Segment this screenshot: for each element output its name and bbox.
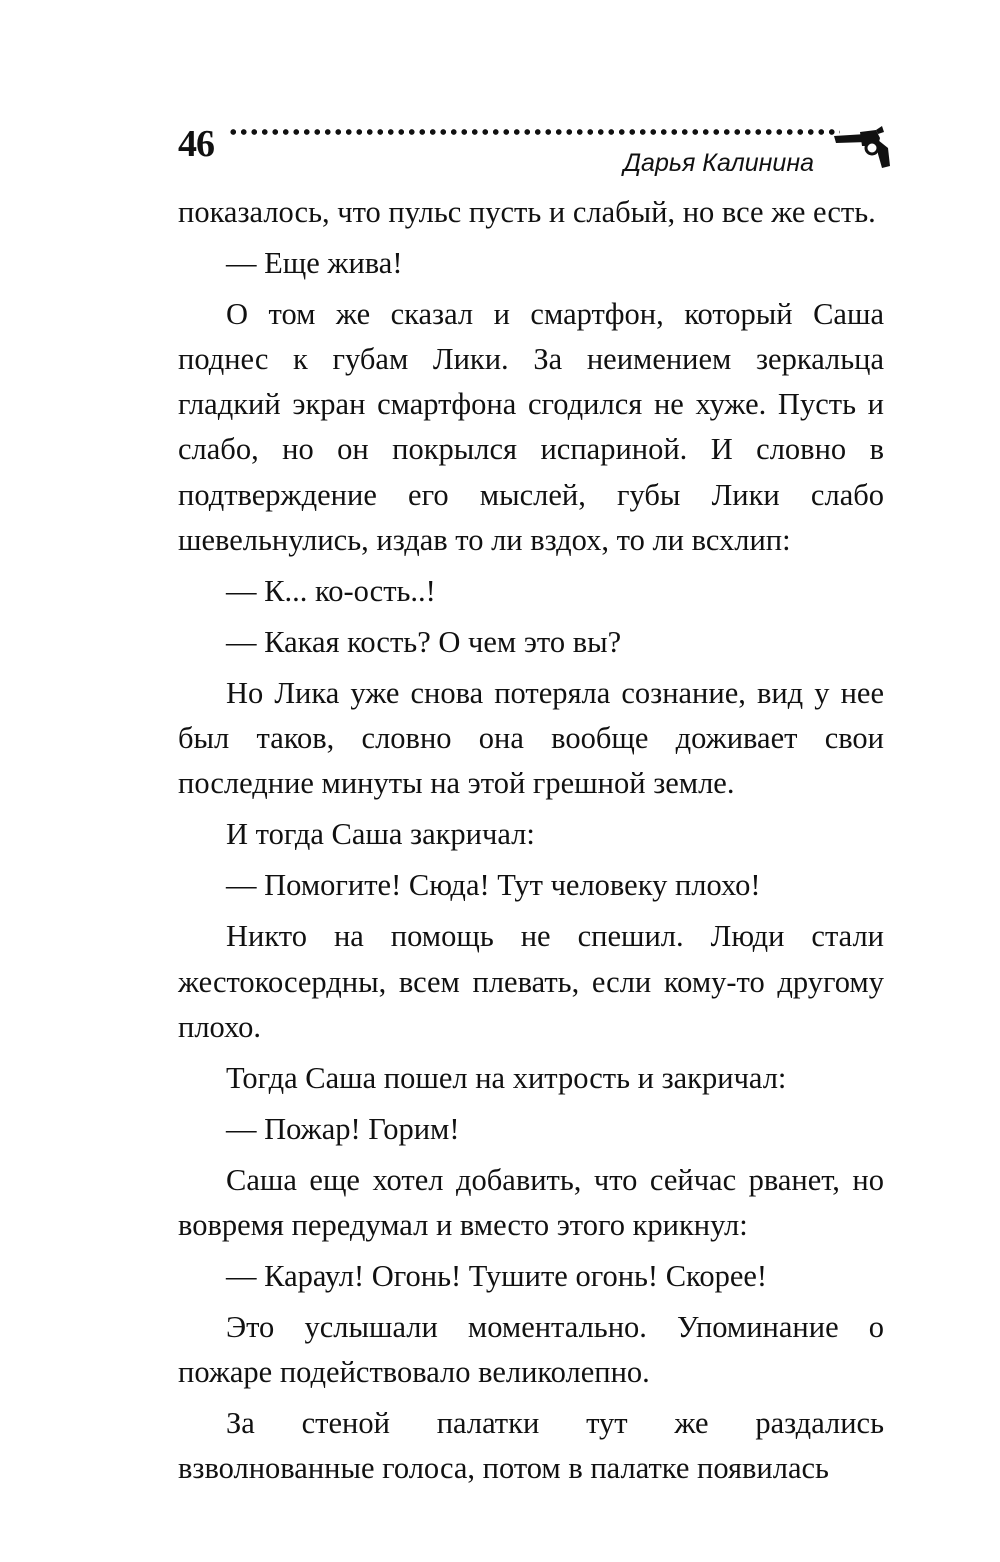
paragraph: За стеной палатки тут же раздались взволнованные голоса, потом в палатке появилась bbox=[178, 1406, 884, 1486]
running-header-author: Дарья Калинина bbox=[623, 149, 814, 177]
paragraph: О том же сказал и смартфон, который Саша поднес к губам Лики. За неимением зеркальца гладкий экран смартфона сгодился не хуже. Пусть и слабо, но он покрылся испариной. И словно в подтверждение его мыслей, губы Лики слабо шевельнулись, издав то ли вздох, то ли всхлип: bbox=[178, 297, 884, 557]
body-text bbox=[178, 190, 884, 1492]
dialogue-line: — Какая кость? О чем это вы? bbox=[226, 624, 622, 659]
paragraph: Но Лика уже снова потеряла сознание, вид у нее был таков, словно она вообще доживает свои последние минуты на этой грешной земле. bbox=[178, 675, 884, 801]
revolver-icon bbox=[832, 126, 892, 172]
dialogue-line: — Караул! Огонь! Тушите огонь! Скорее! bbox=[226, 1259, 768, 1294]
paragraph: И тогда Саша закричал: bbox=[226, 817, 535, 852]
dialogue-line: — Помогите! Сюда! Тут человеку плохо! bbox=[226, 868, 761, 903]
paragraph: Никто на помощь не спешил. Люди стали жестокосердны, всем плевать, если кому-то другому плохо. bbox=[178, 919, 884, 1044]
page-number: 46 bbox=[178, 123, 214, 165]
paragraph: Саша еще хотел добавить, что сейчас рванет, но вовремя передумал и вместо этого крикнул: bbox=[178, 1162, 884, 1242]
dialogue-line: — Пожар! Горим! bbox=[226, 1111, 460, 1146]
dialogue-line: — Еще жива! bbox=[226, 246, 403, 281]
dotted-rule bbox=[228, 128, 840, 136]
paragraph: показалось, что пульс пусть и слабый, но все же есть. bbox=[178, 195, 876, 229]
dialogue-line: — К... ко-ость..! bbox=[226, 573, 436, 608]
paragraph: Тогда Саша пошел на хитрость и закричал: bbox=[226, 1060, 787, 1095]
paragraph: Это услышали моментально. Упоминание о пожаре подействовало великолепно. bbox=[178, 1310, 884, 1390]
